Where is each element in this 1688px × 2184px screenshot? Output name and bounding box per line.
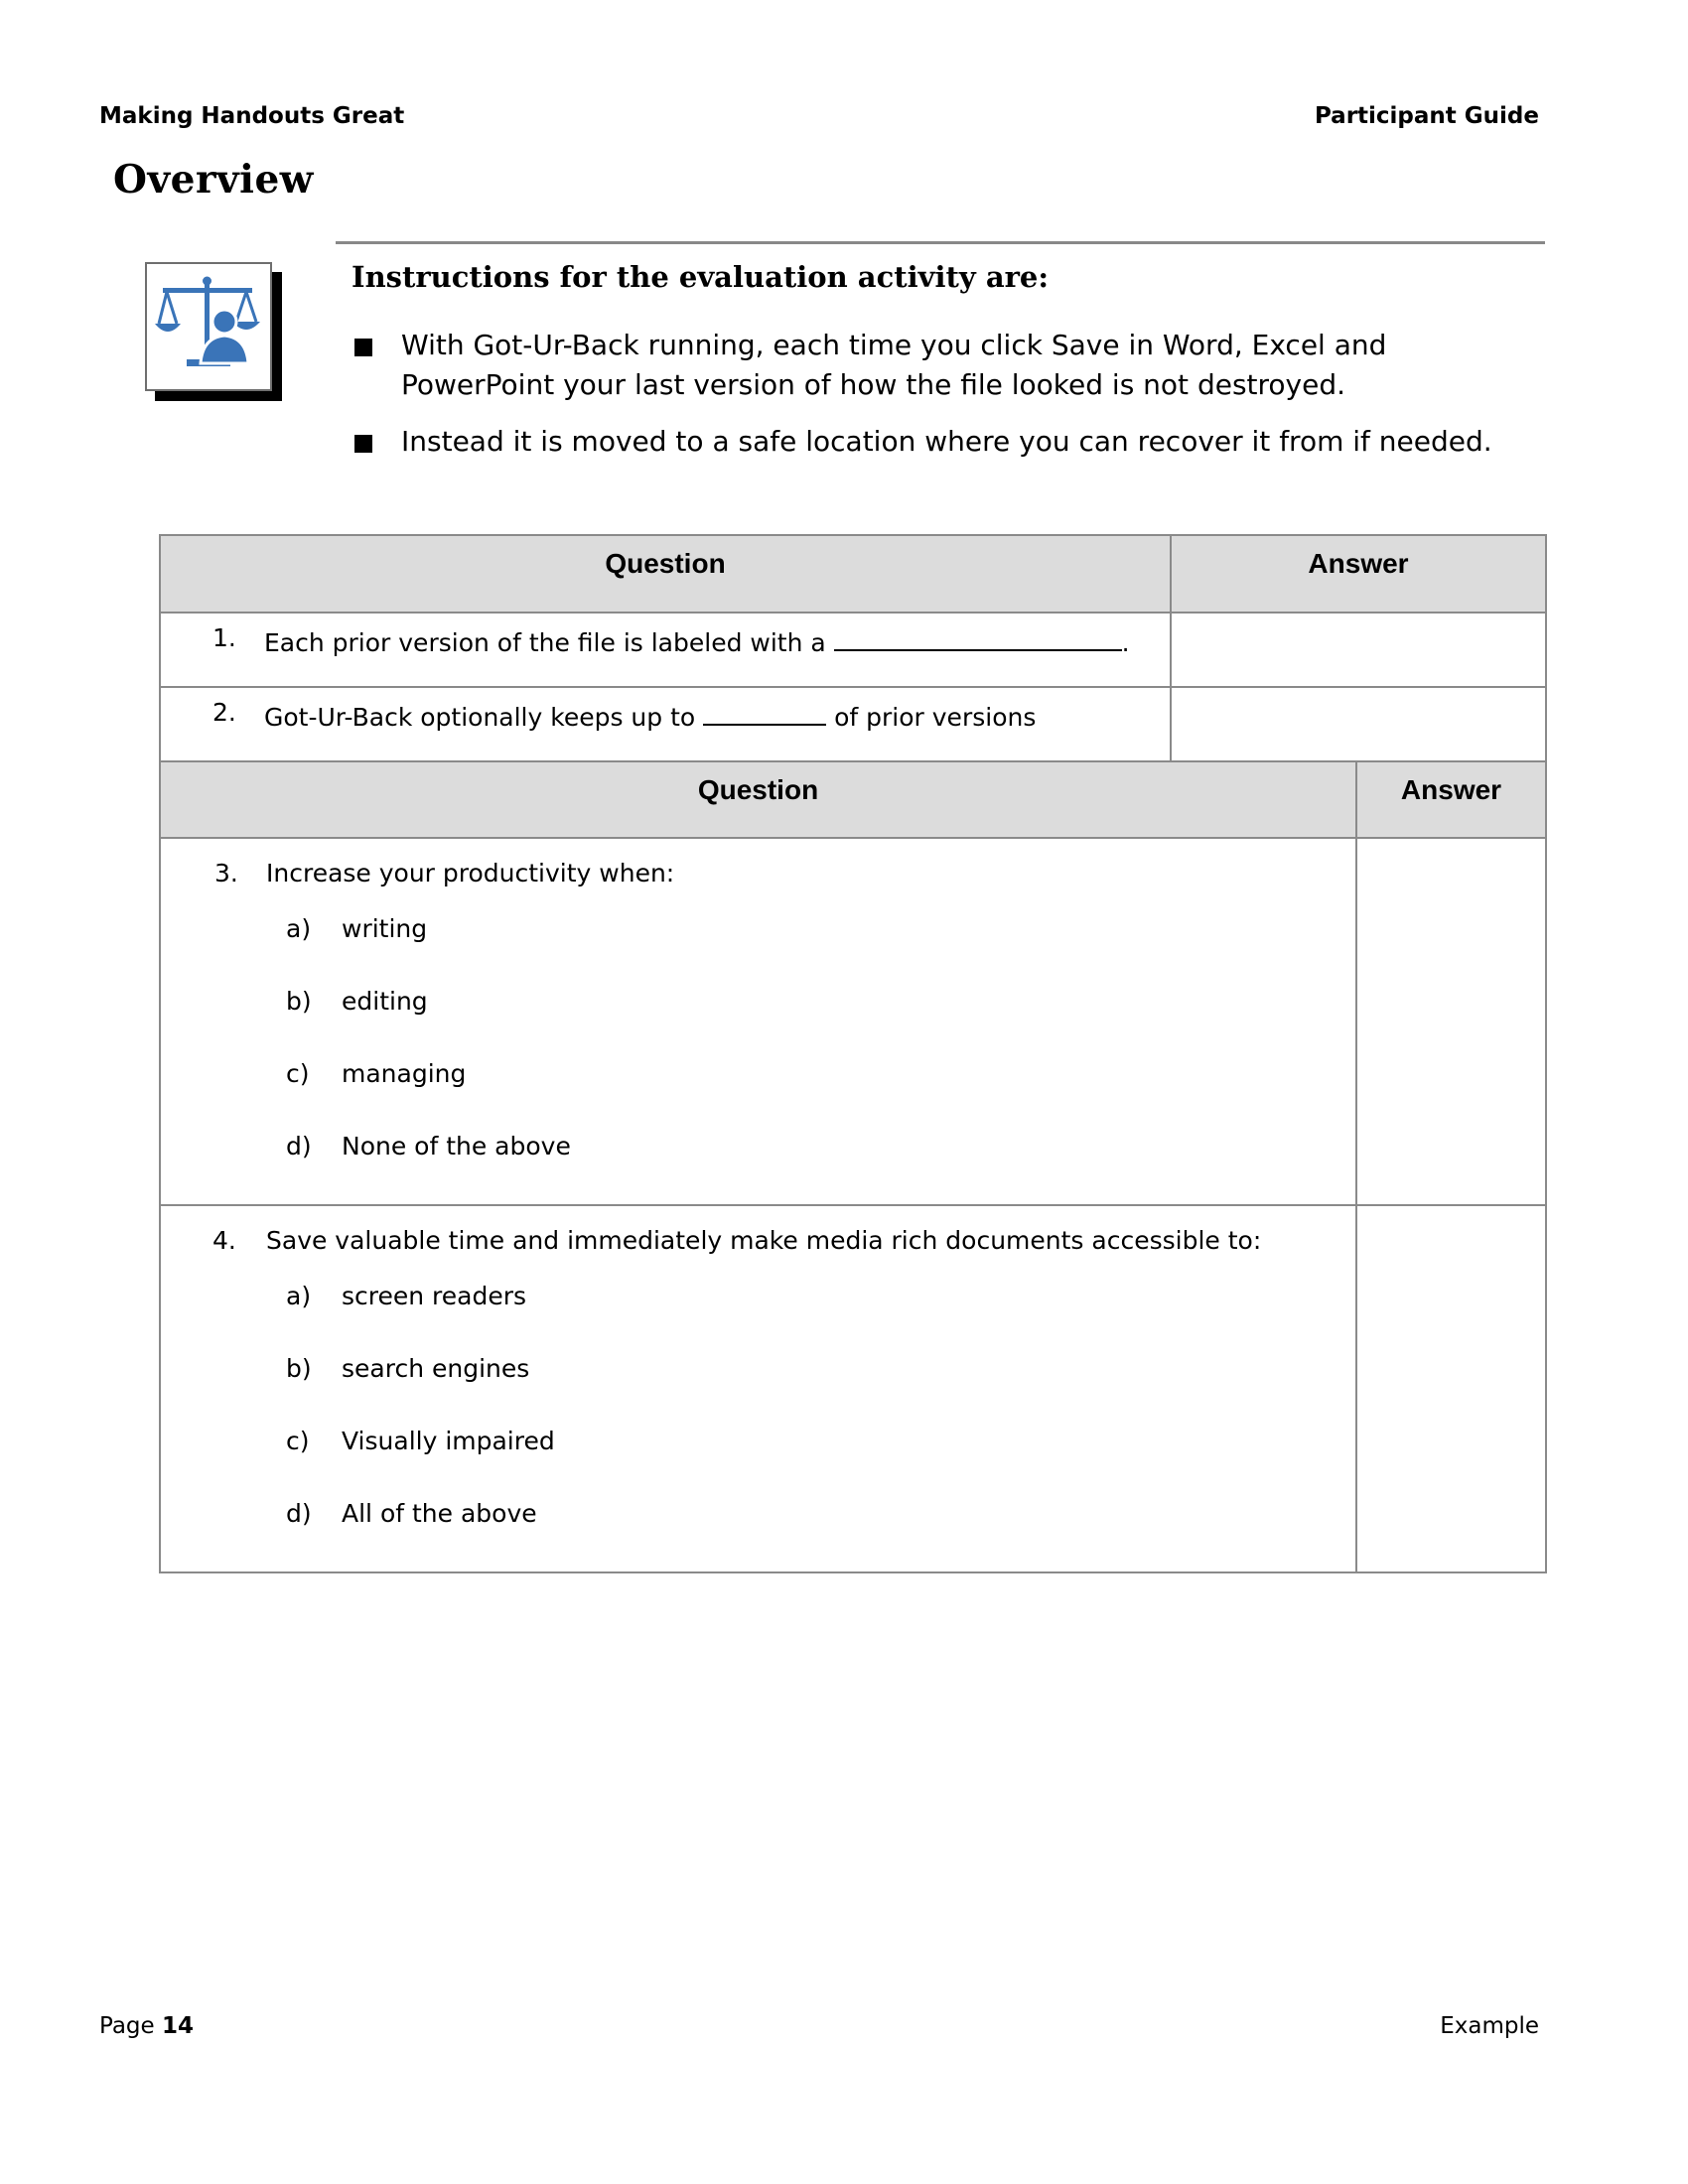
option-text: All of the above xyxy=(342,1499,537,1528)
answer-cell[interactable] xyxy=(1356,838,1546,1205)
answer-column-header: Answer xyxy=(1171,535,1546,613)
answer-cell[interactable] xyxy=(1356,1205,1546,1572)
answer-cell[interactable] xyxy=(1171,687,1546,761)
page-title: Overview xyxy=(113,157,314,203)
question-cell xyxy=(160,1205,1356,1572)
question-number: 3. xyxy=(214,859,238,887)
question-cell xyxy=(160,687,1171,761)
evaluation-icon-frame xyxy=(145,262,282,401)
page-number: 14 xyxy=(162,2013,195,2039)
table-row xyxy=(160,613,1546,687)
question-column-header: Question xyxy=(160,761,1356,838)
scales-of-justice-person-icon xyxy=(147,264,270,389)
icon-box xyxy=(145,262,272,391)
answer-option xyxy=(161,1499,1355,1571)
header-left-title: Making Handouts Great xyxy=(99,103,405,129)
option-letter: d) xyxy=(286,1499,312,1528)
table-header-row xyxy=(160,535,1546,613)
question-number: 1. xyxy=(212,623,236,652)
answer-option xyxy=(161,1059,1355,1132)
question-table-1 xyxy=(159,534,1547,762)
option-text: editing xyxy=(342,987,428,1016)
footer-right-label: Example xyxy=(1440,2013,1539,2039)
question-text: Increase your productivity when: xyxy=(266,859,675,887)
option-letter: a) xyxy=(286,914,312,943)
table-row xyxy=(160,838,1546,1205)
option-text: None of the above xyxy=(342,1132,571,1160)
question-text: Save valuable time and immediately make media rich documents accessible to: xyxy=(266,1226,1262,1255)
question-table-2 xyxy=(159,760,1547,1573)
instructions-title: Instructions for the evaluation activity are: xyxy=(352,260,1050,294)
option-text: managing xyxy=(342,1059,467,1088)
bullet-text: With Got-Ur-Back running, each time you click Save in Word, Excel and PowerPoint your last version of how the file looked is not destroyed. xyxy=(401,329,1387,401)
answer-option xyxy=(161,914,1355,987)
header-right-title: Participant Guide xyxy=(1314,103,1539,129)
option-letter: b) xyxy=(286,1354,312,1383)
option-text: Visually impaired xyxy=(342,1427,555,1455)
option-letter: c) xyxy=(286,1059,310,1088)
answer-column-header: Answer xyxy=(1356,761,1546,838)
option-text: screen readers xyxy=(342,1282,527,1310)
answer-option xyxy=(161,1132,1355,1204)
table-header-row xyxy=(160,761,1546,838)
answer-option xyxy=(161,1427,1355,1499)
answer-option xyxy=(161,1282,1355,1354)
instruction-bullet xyxy=(352,422,1533,462)
table-row xyxy=(160,1205,1546,1572)
question-text-end: . xyxy=(1121,628,1130,657)
bullet-square-icon xyxy=(354,339,372,356)
option-letter: d) xyxy=(286,1132,312,1160)
fill-in-blank[interactable] xyxy=(834,623,1122,651)
question-cell xyxy=(160,613,1171,687)
question-text: Each prior version of the file is labeled with a xyxy=(264,628,826,657)
fill-in-blank[interactable] xyxy=(703,698,826,726)
bullet-square-icon xyxy=(354,435,372,453)
question-column-header: Question xyxy=(160,535,1171,613)
answer-option xyxy=(161,1354,1355,1427)
option-letter: c) xyxy=(286,1427,310,1455)
page-number-footer xyxy=(99,2013,194,2039)
option-letter: a) xyxy=(286,1282,312,1310)
answer-option xyxy=(161,987,1355,1059)
option-text: writing xyxy=(342,914,428,943)
question-text-end: of prior versions xyxy=(834,703,1037,732)
table-row xyxy=(160,687,1546,761)
question-text: Got-Ur-Back optionally keeps up to xyxy=(264,703,696,732)
question-cell xyxy=(160,838,1356,1205)
option-letter: b) xyxy=(286,987,312,1016)
section-rule xyxy=(336,241,1545,244)
answer-cell[interactable] xyxy=(1171,613,1546,687)
question-number: 4. xyxy=(212,1226,236,1255)
question-number: 2. xyxy=(212,698,236,727)
page-label: Page xyxy=(99,2013,155,2039)
option-text: search engines xyxy=(342,1354,530,1383)
bullet-text: Instead it is moved to a safe location where you can recover it from if needed. xyxy=(401,425,1492,458)
instruction-bullet xyxy=(352,326,1533,405)
